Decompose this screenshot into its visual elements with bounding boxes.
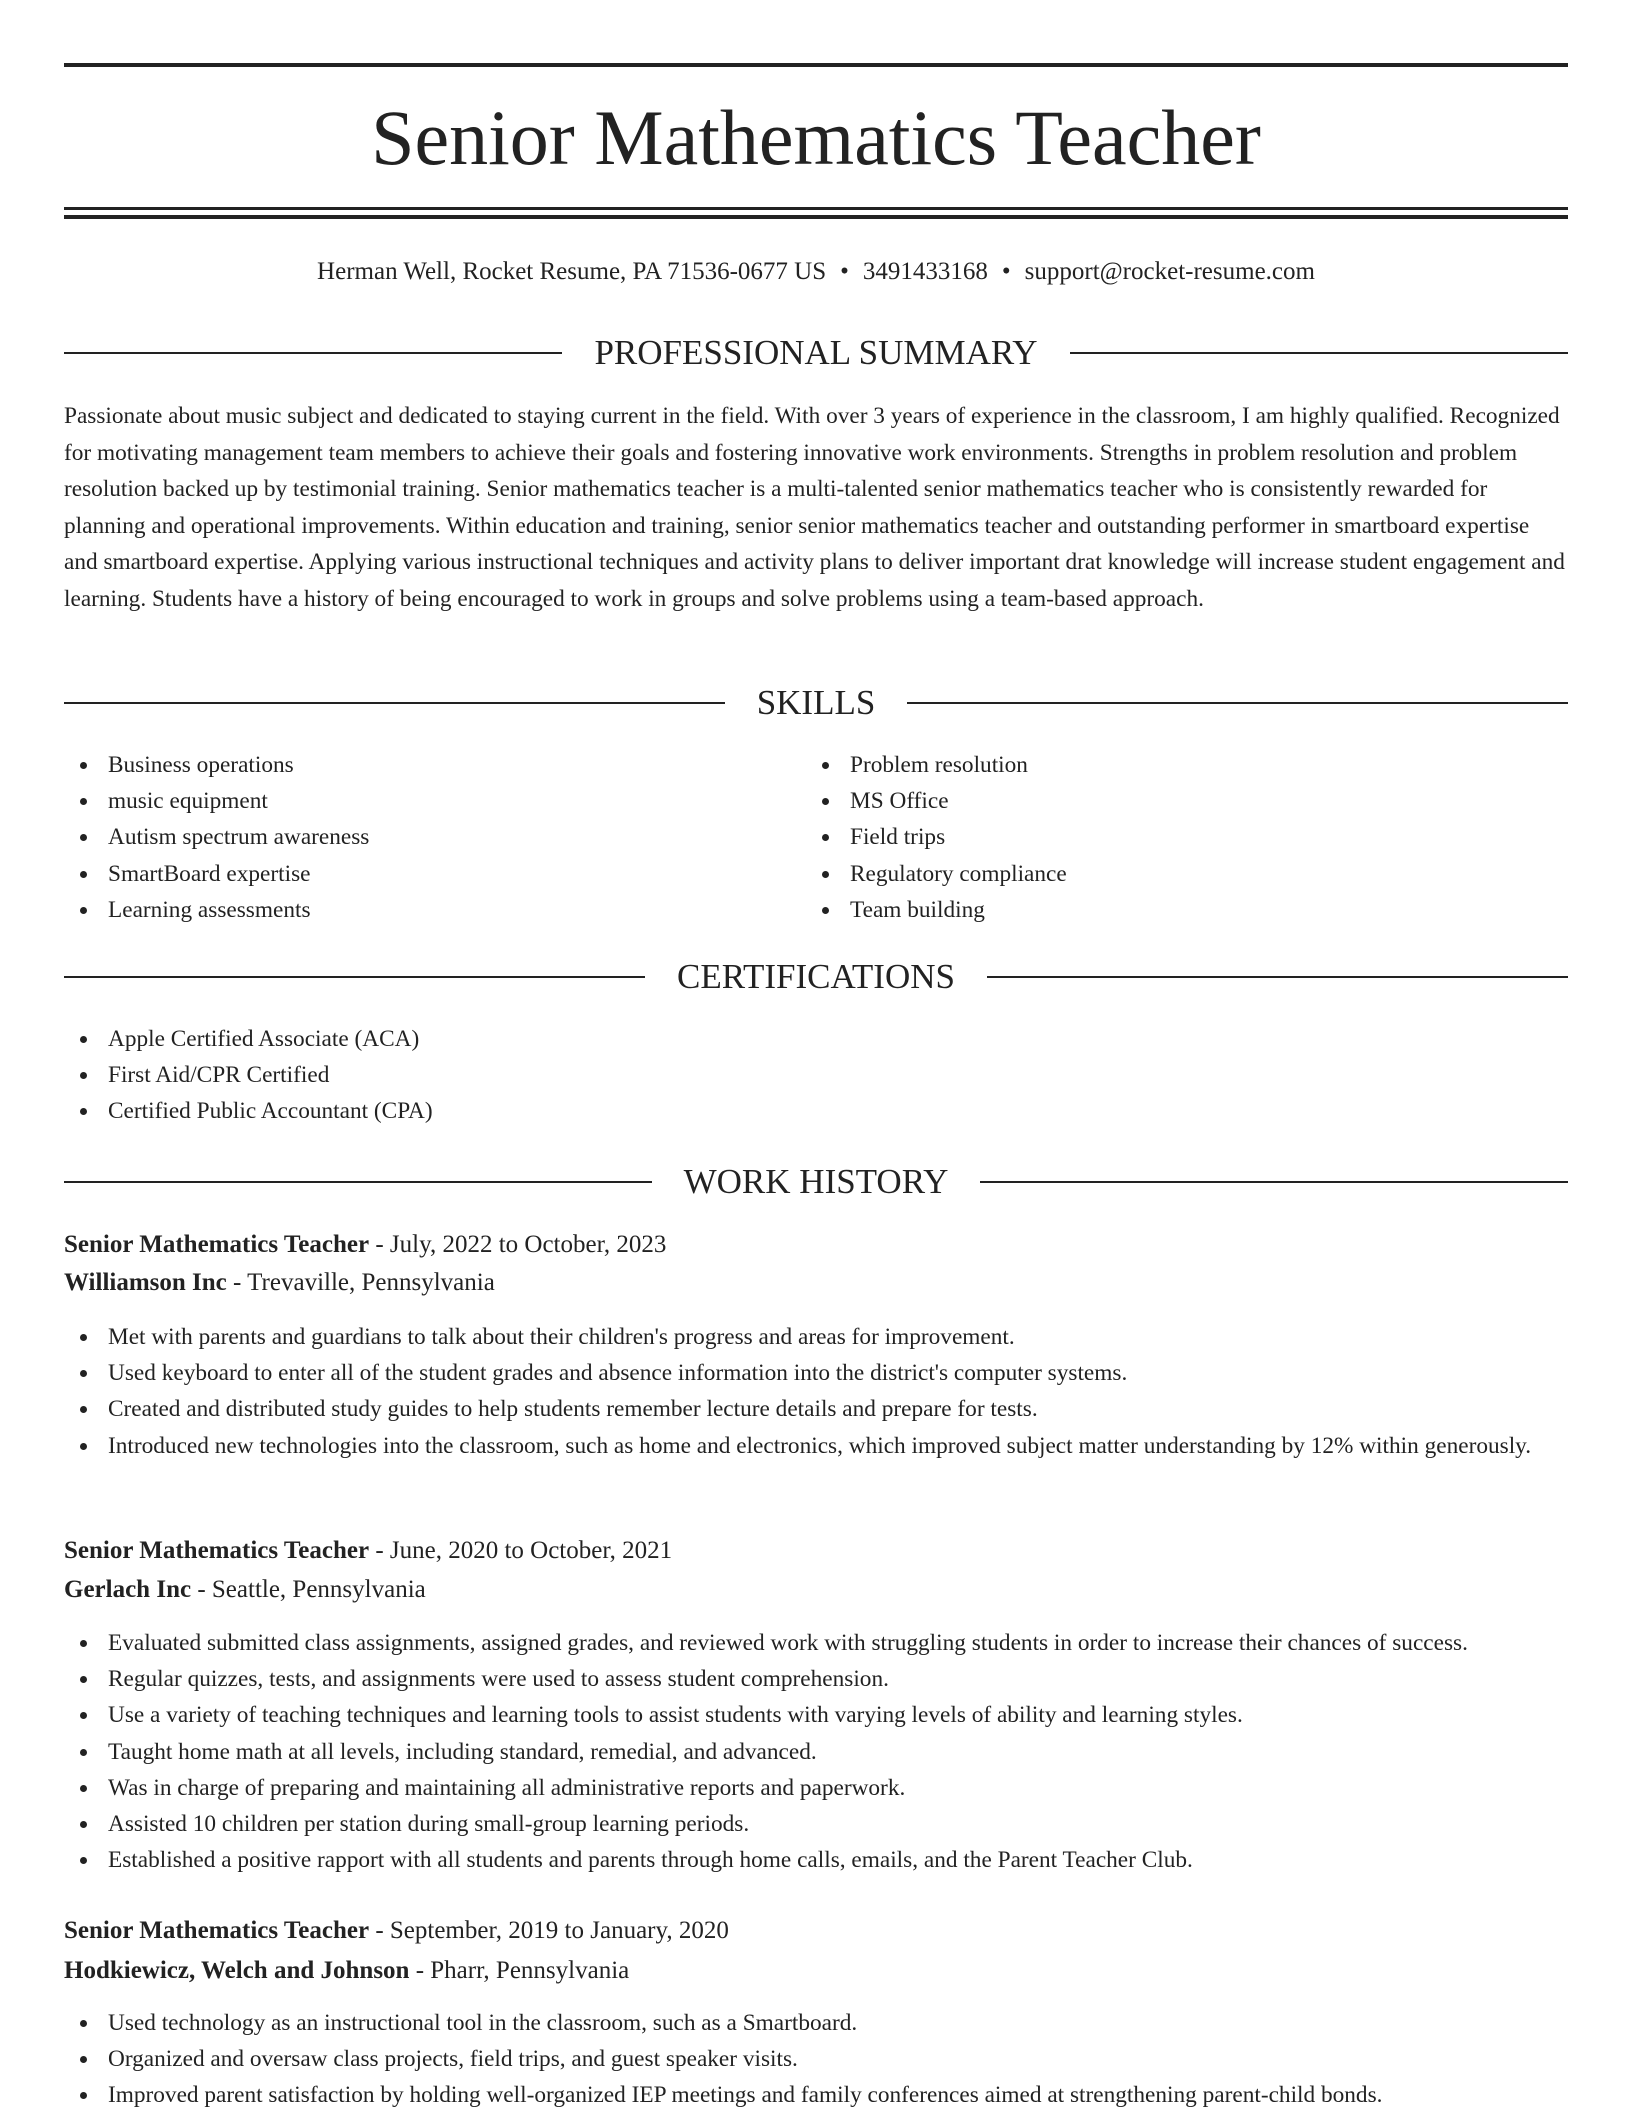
skill-item: Field trips: [806, 819, 1546, 855]
job-title-line: [64, 1533, 1568, 1569]
job-location: - Pharr, Pennsylvania: [409, 1957, 630, 1984]
skill-item: Business operations: [64, 747, 804, 783]
summary-heading: [64, 331, 1568, 375]
job-title-line: [64, 1913, 1568, 1949]
job-bullet: Met with parents and guardians to talk about their children's progress and areas for improvement.: [64, 1319, 1568, 1355]
heading-rule-right: [980, 1181, 1568, 1183]
job-dates: - September, 2019 to January, 2020: [369, 1917, 729, 1944]
heading-rule-right: [987, 976, 1568, 978]
job-bullets: [64, 1319, 1568, 1464]
title-rule-upper: [64, 207, 1568, 210]
skills-heading: [64, 681, 1568, 725]
skill-item: Regulatory compliance: [806, 856, 1546, 892]
work-history-heading: [64, 1160, 1568, 1204]
job-bullet: Used technology as an instructional tool in the classroom, such as a Smartboard.: [64, 2005, 1568, 2041]
job-dates: - June, 2020 to October, 2021: [369, 1537, 673, 1564]
contact-separator: •: [1001, 258, 1011, 285]
contact-email: support@rocket-resume.com: [1024, 258, 1315, 285]
job-bullet: Used keyboard to enter all of the student grades and absence information into the district's computer systems.: [64, 1355, 1568, 1391]
contact-phone: 3491433168: [862, 258, 988, 285]
job-bullets: [64, 1625, 1568, 1878]
job-title: Senior Mathematics Teacher: [64, 1231, 370, 1258]
skill-item: Autism spectrum awareness: [64, 819, 804, 855]
job-bullets: [64, 2005, 1568, 2114]
top-rule: [64, 63, 1568, 67]
skill-item: Problem resolution: [806, 747, 1546, 783]
work-history-heading-label: WORK HISTORY: [683, 1162, 949, 1201]
job-title: Senior Mathematics Teacher: [64, 1917, 370, 1944]
skill-item: Learning assessments: [64, 892, 804, 928]
contact-line: [64, 254, 1568, 290]
job-company: Williamson Inc: [64, 1269, 227, 1296]
job-bullet: Taught home math at all levels, including standard, remedial, and advanced.: [64, 1734, 1568, 1770]
certifications-heading-label: CERTIFICATIONS: [677, 957, 955, 996]
job-company: Gerlach Inc: [64, 1576, 192, 1603]
contact-address: Herman Well, Rocket Resume, PA 71536-0677 US: [317, 258, 827, 285]
skill-item: SmartBoard expertise: [64, 856, 804, 892]
job-bullet: Improved parent satisfaction by holding well-organized IEP meetings and family conferences aimed at strengthening parent-child bonds.: [64, 2077, 1568, 2113]
summary-text: Passionate about music subject and dedicated to staying current in the field. With over 3 years of experience in the classroom, I am highly qualified. Recognized for motivating management team members to achieve their goals and fostering innovative work environments. Strengths in problem resolution and problem resolution backed up by testimonial training. Senior mathematics teacher is a multi-talented senior mathematics teacher who is consistently rewarded for planning and operational improvements. Within education and training, senior senior mathematics teacher and outstanding performer in smartboard expertise and smartboard expertise. Applying various instructional techniques and activity plans to deliver important drat knowledge will increase student engagement and learning. Students have a history of being encouraged to work in groups and solve problems using a team-based approach.: [64, 403, 1565, 612]
job-title-line: [64, 1227, 1568, 1263]
resume-title: Senior Mathematics Teacher: [371, 94, 1261, 181]
job-bullet: Established a positive rapport with all students and parents through home calls, emails, and the Parent Teacher Club.: [64, 1842, 1568, 1878]
skills-list-left: [64, 747, 804, 928]
job-bullet: Created and distributed study guides to help students remember lecture details and prepare for tests.: [64, 1391, 1568, 1427]
job-location: - Trevaville, Pennsylvania: [226, 1269, 495, 1296]
heading-rule-right: [1070, 352, 1568, 354]
skill-item: Team building: [806, 892, 1546, 928]
heading-rule-left: [64, 352, 562, 354]
job-company-line: [64, 1953, 1568, 1989]
job-company: Hodkiewicz, Welch and Johnson: [64, 1957, 410, 1984]
certification-item: Apple Certified Associate (ACA): [64, 1021, 1568, 1057]
heading-rule-left: [64, 976, 645, 978]
contact-separator: •: [840, 258, 849, 285]
skills-list-right: [806, 747, 1546, 928]
job-bullet: Evaluated submitted class assignments, assigned grades, and reviewed work with struggling students in order to increase their chances of success.: [64, 1625, 1568, 1661]
job-bullet: Use a variety of teaching techniques and learning tools to assist students with varying levels of ability and learning styles.: [64, 1697, 1568, 1733]
job-company-line: [64, 1572, 1568, 1608]
certifications-list: [64, 1021, 1568, 1130]
skill-item: MS Office: [806, 783, 1546, 819]
job-bullet: Was in charge of preparing and maintaining all administrative reports and paperwork.: [64, 1770, 1568, 1806]
job-dates: - July, 2022 to October, 2023: [369, 1231, 667, 1258]
heading-rule-right: [907, 702, 1568, 704]
title-rule-lower: [64, 215, 1568, 219]
certifications-heading: [64, 955, 1568, 999]
heading-rule-left: [64, 702, 725, 704]
skill-item: music equipment: [64, 783, 804, 819]
job-bullet: Regular quizzes, tests, and assignments were used to assess student comprehension.: [64, 1661, 1568, 1697]
job-bullet: Introduced new technologies into the classroom, such as home and electronics, which improved subject matter understanding by 12% within generously.: [64, 1428, 1568, 1464]
job-bullet: Organized and oversaw class projects, field trips, and guest speaker visits.: [64, 2041, 1568, 2077]
job-location: - Seattle, Pennsylvania: [191, 1576, 426, 1603]
job-company-line: [64, 1265, 1568, 1301]
job-title: Senior Mathematics Teacher: [64, 1537, 370, 1564]
heading-rule-left: [64, 1181, 652, 1183]
summary-heading-label: PROFESSIONAL SUMMARY: [594, 333, 1038, 372]
certification-item: First Aid/CPR Certified: [64, 1057, 1568, 1093]
skills-heading-label: SKILLS: [756, 683, 876, 722]
certification-item: Certified Public Accountant (CPA): [64, 1093, 1568, 1129]
job-bullet: Assisted 10 children per station during small-group learning periods.: [64, 1806, 1568, 1842]
